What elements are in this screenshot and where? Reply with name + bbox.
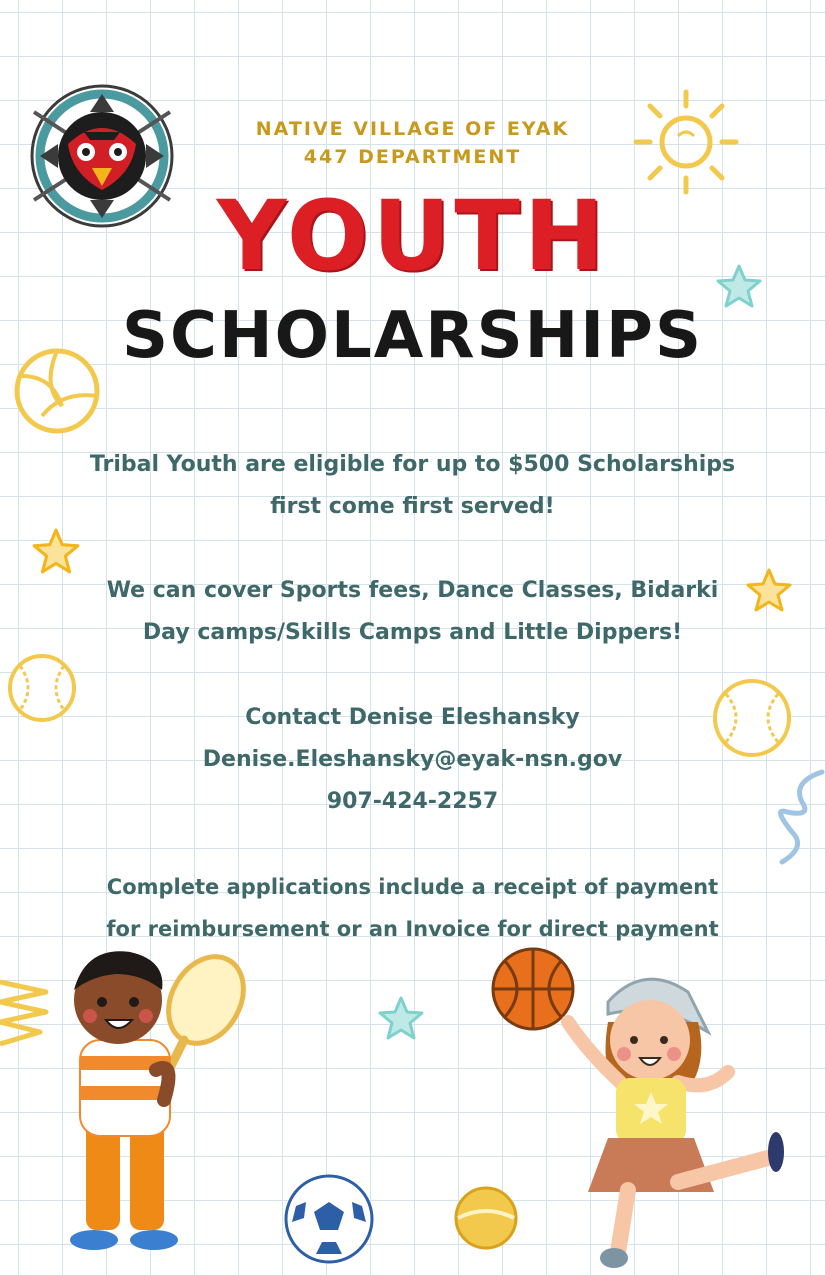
coverage-line-2: Day camps/Skills Camps and Little Dippers! — [142, 620, 683, 645]
star-doodle — [744, 566, 794, 616]
application-line-1: Complete applications include a receipt of payment — [106, 875, 719, 899]
boy-illustration — [46, 940, 256, 1270]
volleyball-icon — [12, 346, 102, 436]
contact-email[interactable]: Denise.Eleshansky@eyak-nsn.gov — [202, 747, 623, 772]
department-name: 447 DEPARTMENT — [303, 146, 522, 168]
soccer-ball-icon — [282, 1172, 376, 1266]
contact-name: Contact Denise Eleshansky — [245, 705, 580, 730]
coverage-line-1: We can cover Sports fees, Dance Classes, Bidarki — [106, 578, 719, 603]
sun-doodle — [630, 86, 742, 198]
scribble-doodle — [0, 972, 50, 1052]
ball-icon — [452, 1184, 520, 1252]
girl-illustration — [548, 962, 798, 1272]
star-doodle — [714, 262, 764, 312]
eligibility-line-1: Tribal Youth are eligible for up to $500 Scholarships — [89, 452, 736, 477]
squiggle-doodle — [772, 762, 825, 872]
title-youth: YOUTH — [216, 180, 609, 292]
organization-name: NATIVE VILLAGE OF EYAK — [255, 118, 570, 140]
star-doodle — [376, 994, 426, 1044]
eligibility-line-2: first come first served! — [270, 494, 555, 519]
application-line-2: for reimbursement or an Invoice for direct payment — [106, 917, 719, 941]
title-scholarships: SCHOLARSHIPS — [121, 299, 704, 373]
contact-phone[interactable]: 907-424-2257 — [326, 789, 499, 814]
